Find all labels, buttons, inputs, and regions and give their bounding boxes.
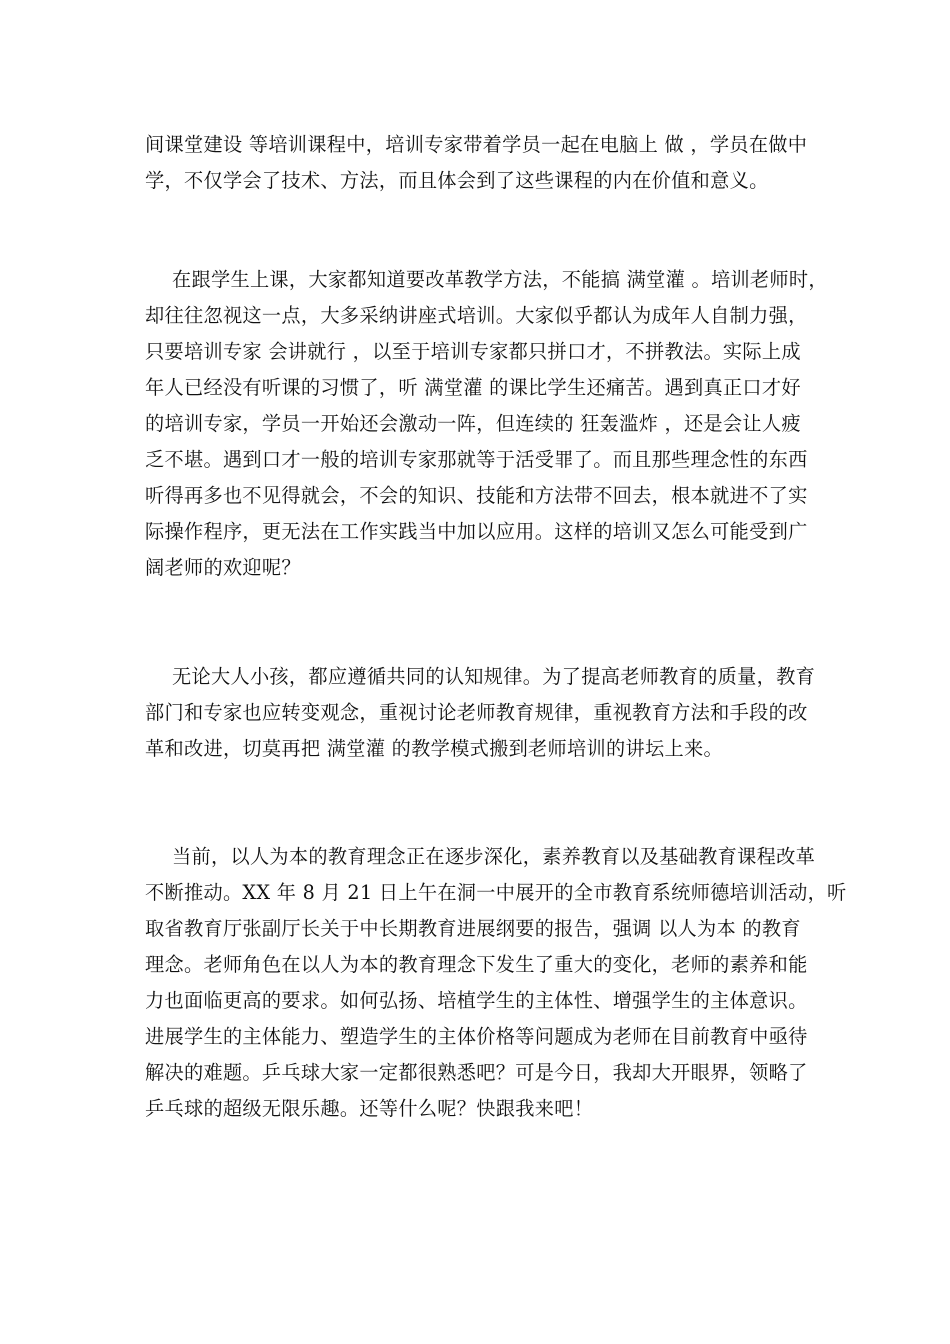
paragraph-line: 不断推动。XX 年 8 月 21 日上午在洞一中展开的全市教育系统师德培训活动，听 — [145, 881, 847, 904]
paragraph-line: 力也面临更高的要求。如何弘扬、培植学生的主体性、增强学生的主体意识。 — [145, 989, 808, 1012]
paragraph-line: 革和改进，切莫再把 满堂灌 的教学模式搬到老师培训的讲坛上来。 — [145, 737, 723, 760]
paragraph-line: 在跟学生上课，大家都知道要改革教学方法，不能搞 满堂灌 。培训老师时， — [172, 268, 828, 291]
paragraph-line: 乏不堪。遇到口才一般的培训专家那就等于活受罪了。而且那些理念性的东西 — [145, 448, 808, 471]
paragraph-line: 年人已经没有听课的习惯了，听 满堂灌 的课比学生还痛苦。遇到真正口才好 — [145, 376, 801, 399]
paragraph-line: 解决的难题。乒乓球大家一定都很熟悉吧？可是今日，我却大开眼界，领略了 — [145, 1061, 808, 1084]
paragraph-1 — [145, 127, 825, 199]
paragraph-line: 取省教育厅张副厅长关于中长期教育进展纲要的报告，强调 以人为本 的教育 — [145, 917, 801, 940]
paragraph-line: 进展学生的主体能力、塑造学生的主体价格等问题成为老师在目前教育中亟待 — [145, 1025, 808, 1048]
paragraph-line: 际操作程序，更无法在工作实践当中加以应用。这样的培训又怎么可能受到广 — [145, 520, 808, 543]
paragraph-line: 却往往忽视这一点，大多采纳讲座式培训。大家似乎都认为成年人自制力强， — [145, 304, 808, 327]
paragraph-line: 的培训专家，学员一开始还会激动一阵，但连续的 狂轰滥炸 ，还是会让人疲 — [145, 412, 801, 435]
paragraph-line: 无论大人小孩，都应遵循共同的认知规律。为了提高老师教育的质量，教育 — [172, 665, 816, 688]
paragraph-line: 听得再多也不见得就会，不会的知识、技能和方法带不回去，根本就进不了实 — [145, 484, 808, 507]
paragraph-4 — [145, 839, 847, 1127]
paragraph-line: 学，不仅学会了技术、方法，而且体会到了这些课程的内在价值和意义。 — [145, 169, 769, 192]
paragraph-line: 部门和专家也应转变观念，重视讨论老师教育规律，重视教育方法和手段的改 — [145, 701, 808, 724]
paragraph-line: 当前，以人为本的教育理念正在逐步深化，素养教育以及基础教育课程改革 — [172, 845, 816, 868]
paragraph-line: 只要培训专家 会讲就行 ，以至于培训专家都只拼口才，不拼教法。实际上成 — [145, 340, 801, 363]
paragraph-line: 间课堂建设 等培训课程中，培训专家带着学员一起在电脑上 做 ，学员在做中 — [145, 133, 808, 156]
paragraph-2 — [145, 262, 828, 586]
paragraph-line: 乒乓球的超级无限乐趣。还等什么呢？快跟我来吧！ — [145, 1097, 594, 1120]
paragraph-line: 阔老师的欢迎呢？ — [145, 556, 301, 579]
paragraph-3 — [145, 659, 825, 767]
paragraph-line: 理念。老师角色在以人为本的教育理念下发生了重大的变化，老师的素养和能 — [145, 953, 808, 976]
